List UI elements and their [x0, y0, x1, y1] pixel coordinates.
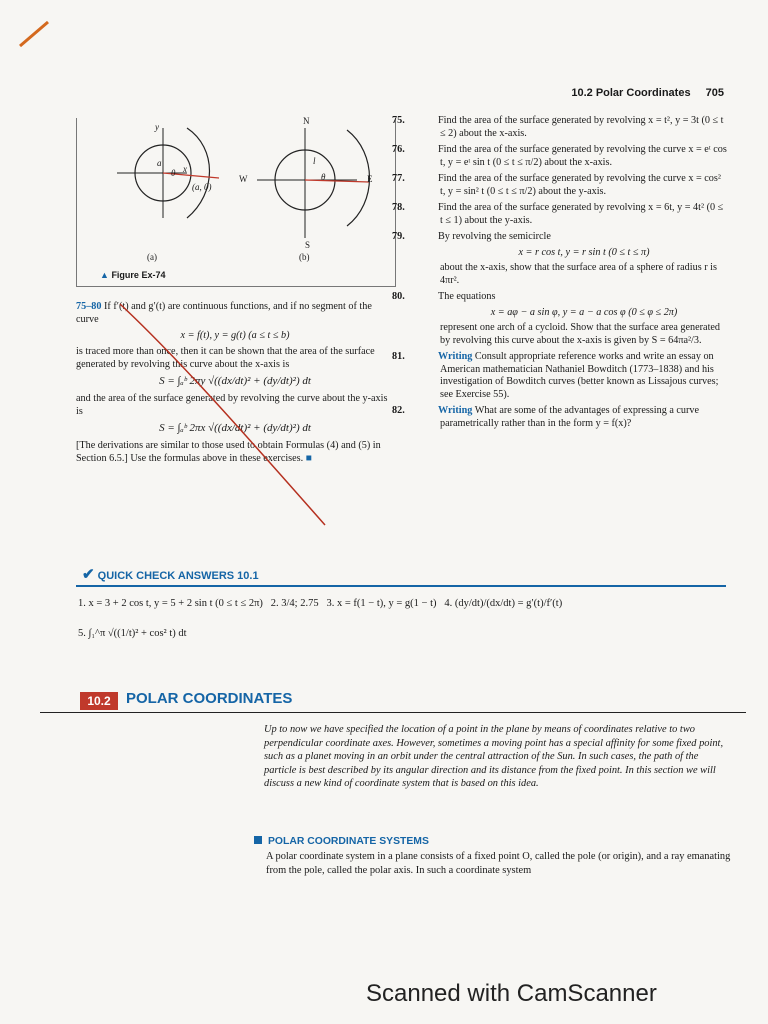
exercise-item — [392, 115, 728, 140]
exercise-number: 78. — [392, 202, 405, 213]
fig-label-theta-b: θ — [321, 172, 326, 182]
right-column — [392, 115, 728, 434]
fig-label-n: N — [303, 116, 310, 126]
exercise-82 — [392, 405, 728, 430]
exercise-text-continued: about the x-axis, show that the surface area of a sphere of radius r is 4πr². — [440, 262, 717, 286]
exercise-list — [392, 115, 728, 227]
header-section: 10.2 Polar Coordinates — [571, 87, 691, 99]
exercise-item — [392, 173, 728, 198]
fig-label-a: a — [157, 158, 162, 168]
quick-check-title-text: QUICK CHECK ANSWERS 10.1 — [97, 570, 259, 582]
answer-5: 5. ∫₁^π √((1/t)² + cos² t) dt — [78, 628, 187, 639]
pen-strike-line — [100, 300, 330, 530]
exercise-number: 75. — [392, 115, 405, 126]
exercise-text: The equations — [438, 291, 496, 302]
checkmark-icon: ✔ — [82, 566, 95, 583]
exercise-item — [392, 144, 728, 169]
section-number-badge: 10.2 — [80, 692, 118, 710]
exercise-text: Find the area of the surface generated by revolving x = 6t, y = 4t² (0 ≤ t ≤ 1) about the y-axis. — [438, 202, 724, 226]
square-bullet-icon — [254, 836, 262, 844]
exercise-number: 79. — [392, 231, 405, 242]
exercise-80 — [392, 291, 728, 347]
exercise-79 — [392, 231, 728, 287]
exercise-text: Find the area of the surface generated by revolving x = t², y = 3t (0 ≤ t ≤ 2) about the x-axis. — [438, 115, 724, 139]
fig-label-theta: θ — [171, 168, 176, 178]
exercise-number: 76. — [392, 144, 405, 155]
exercise-number: 77. — [392, 173, 405, 184]
cycloid-equation: x = aφ − a sin φ, y = a − a cos φ (0 ≤ φ ≤ 2π) — [490, 306, 678, 318]
answer-2: 2. 3/4; 2.75 — [270, 598, 319, 609]
section-title: POLAR COORDINATES — [126, 690, 293, 707]
fig-label-e: E — [367, 174, 373, 184]
paragraph-y-axis: and the area of the surface generated by revolving the curve about the y-axis is — [76, 393, 388, 417]
fig-label-w: W — [239, 174, 248, 184]
quick-check-title — [82, 565, 259, 583]
subsection-heading — [254, 836, 429, 847]
answer-1: 1. x = 3 + 2 cos t, y = 5 + 2 sin t (0 ≤ t ≤ 2π) — [78, 598, 263, 609]
quick-check-rule — [76, 585, 726, 587]
fig-label-x: x — [183, 164, 187, 174]
fig-panel-b: (b) — [299, 252, 310, 262]
fig-label-l: l — [313, 156, 316, 166]
fig-label-s: S — [305, 240, 311, 250]
writing-label: Writing — [438, 405, 473, 416]
triangle-icon: ▲ — [100, 270, 109, 280]
header-page: 705 — [705, 87, 724, 99]
running-header — [559, 87, 724, 99]
writing-label: Writing — [438, 351, 473, 362]
exercise-number: 80. — [392, 291, 405, 302]
fig-label-y: y — [155, 122, 159, 132]
exercise-text: Consult appropriate reference works and write an essay on American mathematician Nathaniel Bowditch (1773–1838) and his investigation of Bowditch curves (better known as Lissajous curves; see Exercise 55). — [440, 351, 719, 400]
quick-check-answers-line1 — [78, 598, 728, 609]
figure-ex-74 — [76, 118, 396, 287]
paragraph-x-axis: is traced more than once, then it can be shown that the area of the surface generated by revolving this curve about the x-axis is — [76, 346, 375, 370]
answer-4: 4. (dy/dt)/(dx/dt) = g′(t)/f′(t) — [444, 598, 563, 609]
section-body: A polar coordinate system in a plane consists of a fixed point O, called the pole (or origin), and a ray emanating from the pole, called the polar axis. In such a coordinate system — [266, 851, 731, 876]
exercise-text: Find the area of the surface generated by revolving the curve x = eᵗ cos t, y = eᵗ sin t (0 ≤ t ≤ π/2) about the x-axis. — [438, 144, 727, 168]
exercise-range-text: If f′(t) and g′(t) are continuous functions, and if no segment of the curve — [76, 301, 372, 325]
section-rule — [40, 712, 746, 713]
figure-caption — [100, 270, 165, 280]
exercise-item — [392, 202, 728, 227]
camscanner-watermark: Scanned with CamScanner — [366, 980, 657, 1007]
formula-y-axis: S = ∫ₐᵇ 2πx √((dx/dt)² + (dy/dt)²) dt — [159, 422, 311, 434]
subsection-heading-text: POLAR COORDINATE SYSTEMS — [268, 836, 429, 847]
exercise-number: 81. — [392, 351, 405, 362]
answer-3: 3. x = f(1 − t), y = g(1 − t) — [326, 598, 437, 609]
exercise-range-number: 75–80 — [76, 301, 102, 312]
exercise-number: 82. — [392, 405, 405, 416]
figure-caption-text: Figure Ex-74 — [111, 270, 166, 280]
derivations-text: [The derivations are similar to those used to obtain Formulas (4) and (5) in Section 6.5.] Use the formulas above in these exercises. — [76, 440, 381, 464]
parametric-equation: x = f(t), y = g(t) (a ≤ t ≤ b) — [180, 330, 290, 341]
formula-x-axis: S = ∫ₐᵇ 2πy √((dx/dt)² + (dy/dt)²) dt — [159, 375, 311, 387]
exercise-text: Find the area of the surface generated by revolving the curve x = cos² t, y = sin² t (0 ≤ t ≤ π/2) about the y-axis. — [438, 173, 721, 197]
exercise-text: By revolving the semicircle — [438, 231, 551, 242]
fig-panel-a: (a) — [147, 252, 157, 262]
pen-stroke-mark — [18, 16, 54, 48]
exercise-81 — [392, 351, 728, 401]
figure-drawing — [77, 118, 395, 286]
semicircle-equation: x = r cos t, y = r sin t (0 ≤ t ≤ π) — [518, 246, 650, 258]
exercise-text-continued: represent one arch of a cycloid. Show that the surface area generated by revolving this curve about the x-axis is given by S = 64πa²/3. — [440, 322, 721, 346]
section-intro: Up to now we have specified the location of a point in the plane by means of coordinates relative to two perpendicular coordinate axes. However, sometimes a moving point has a special affinity for some fixed point, such as a planet moving in an orbit under the central attraction of the Sun. In such cases, the path of the particle is best described by its angular direction and its distance from the fixed point. In this section we will discuss a new kind of coordinate system that is based on this idea. — [264, 724, 724, 789]
end-square-icon: ■ — [305, 453, 312, 464]
exercise-text: What are some of the advantages of expressing a curve parametrically rather than in the form y = f(x)? — [440, 405, 700, 429]
fig-label-point: (a, 0) — [192, 182, 212, 192]
